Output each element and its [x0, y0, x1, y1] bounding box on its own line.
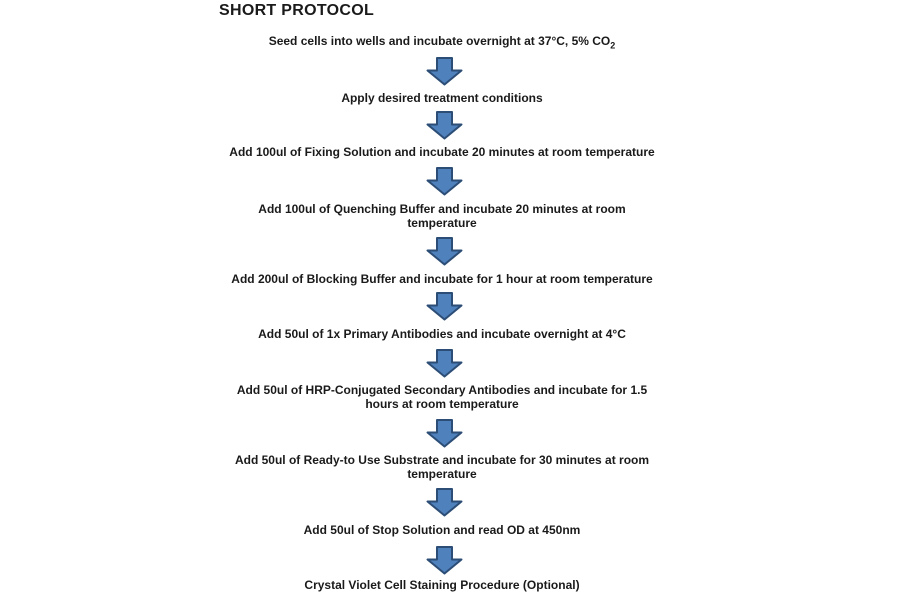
down-arrow-icon	[426, 546, 463, 575]
protocol-step-substrate	[170, 453, 714, 481]
step-text: Apply desired treatment conditions	[341, 91, 543, 105]
protocol-step-treatment	[170, 91, 714, 105]
page-title: SHORT PROTOCOL	[219, 2, 375, 19]
down-arrow-icon	[426, 349, 463, 378]
down-arrow-icon	[426, 57, 463, 86]
step-text: Add 100ul of Fixing Solution and incubate 20 minutes at room temperature	[229, 145, 655, 159]
step-text: Add 50ul of Ready-to Use Substrate and incubate for 30 minutes at room	[234, 453, 650, 467]
step-text: temperature	[407, 216, 477, 230]
down-arrow-icon	[426, 419, 463, 448]
step-text: temperature	[407, 467, 477, 481]
protocol-step-blocking-buffer	[170, 272, 714, 286]
step-text: Add 200ul of Blocking Buffer and incubate for 1 hour at room temperature	[231, 272, 653, 286]
step-text: Add 50ul of HRP-Conjugated Secondary Antibodies and incubate for 1.5	[236, 383, 648, 397]
step-text: Add 50ul of Stop Solution and read OD at 450nm	[303, 523, 581, 537]
down-arrow-icon	[426, 111, 463, 140]
protocol-step-crystal-violet	[170, 578, 714, 592]
down-arrow-icon	[426, 237, 463, 266]
down-arrow-icon	[426, 167, 463, 196]
protocol-step-stop-solution	[170, 523, 714, 537]
protocol-step-secondary-antibodies	[170, 383, 714, 411]
protocol-step-primary-antibodies	[170, 327, 714, 341]
step-text: Add 100ul of Quenching Buffer and incubate 20 minutes at room	[258, 202, 626, 216]
protocol-step-quenching-buffer	[170, 202, 714, 230]
subscript-2: 2	[610, 40, 616, 51]
step-text: Add 50ul of 1x Primary Antibodies and incubate overnight at 4°C	[258, 327, 626, 341]
step-text: Seed cells into wells and incubate overnight at 37°C, 5% $CO_2$	[268, 34, 616, 51]
down-arrow-icon	[426, 488, 463, 517]
step-text: hours at room temperature	[365, 397, 519, 411]
protocol-step-fixing-solution	[170, 145, 714, 159]
step-text: Crystal Violet Cell Staining Procedure (Optional)	[304, 578, 580, 592]
protocol-step-seed-cells	[170, 34, 714, 51]
down-arrow-icon	[426, 292, 463, 321]
